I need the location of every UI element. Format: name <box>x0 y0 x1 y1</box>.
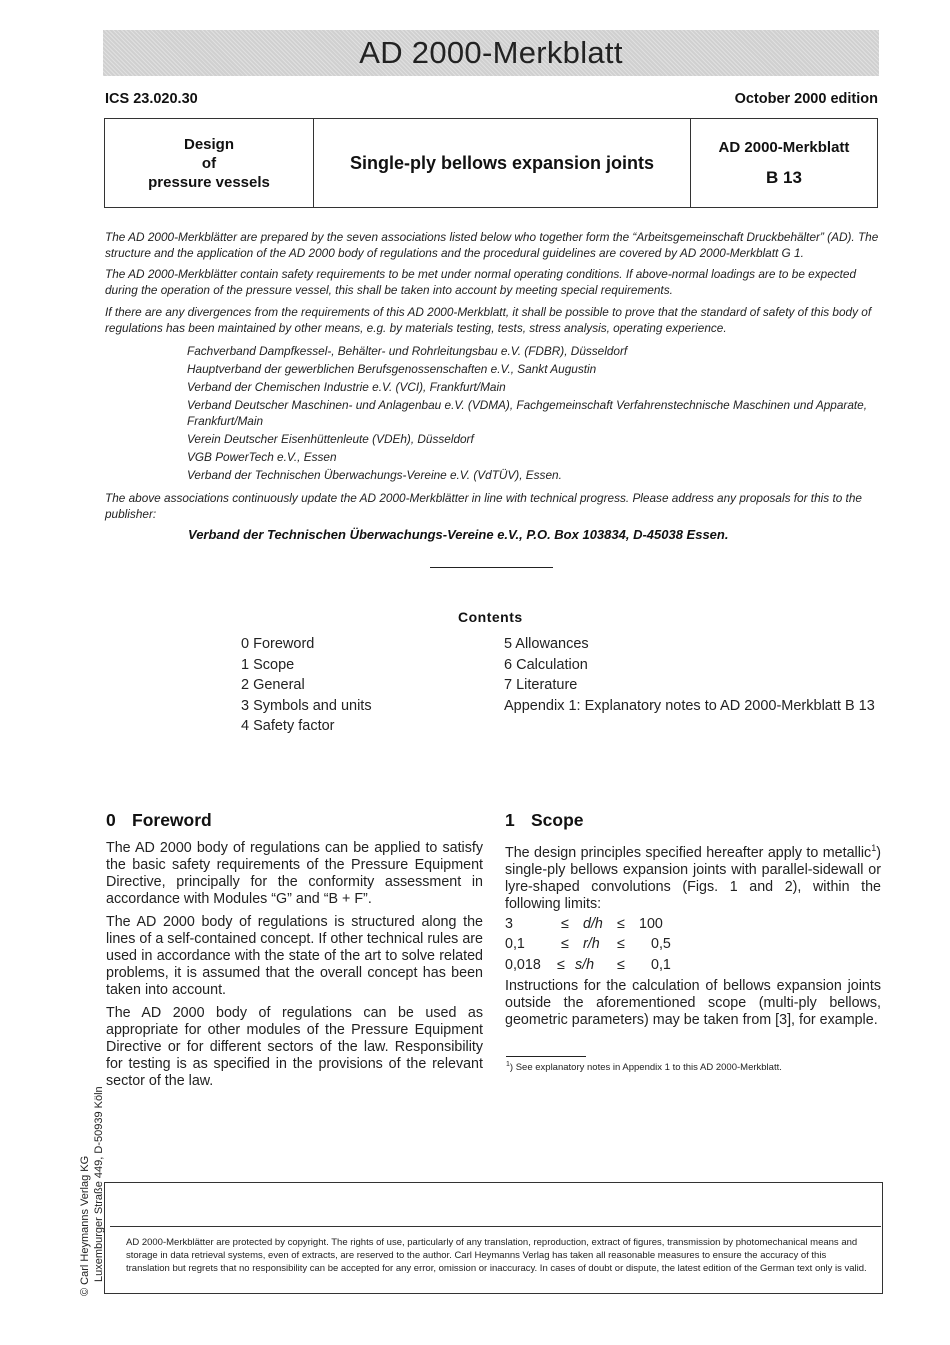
section-heading-scope <box>505 810 584 831</box>
association-item: Verband Deutscher Maschinen- und Anlagenbau e.V. (VDMA), Fachgemeinschaft Verfahrenstechnische Maschinen und Apparate, Frankfurt/Main <box>187 398 868 428</box>
limit-low: 0,018 <box>505 956 541 973</box>
scope-limits <box>505 914 671 975</box>
header-box <box>104 118 878 208</box>
document-code: B 13 <box>766 167 802 187</box>
category-line: pressure vessels <box>148 173 270 191</box>
section-number: 0 <box>106 810 116 830</box>
toc-item[interactable]: 3 Symbols and units <box>241 697 372 714</box>
leq-symbol: ≤ <box>617 936 625 953</box>
section-heading-foreword <box>106 810 212 831</box>
toc-item[interactable]: Appendix 1: Explanatory notes to AD 2000-Merkblatt B 13 <box>504 697 875 714</box>
footnote-mark: 1 <box>506 1061 510 1068</box>
association-item: Verband der Chemischen Industrie e.V. (VCI), Frankfurt/Main <box>187 380 506 394</box>
sidebar-line: Luxemburger Straße 449, D-50939 Köln <box>93 1086 105 1282</box>
scope-body <box>505 840 881 919</box>
divider <box>430 567 553 568</box>
toc-item[interactable]: 5 Allowances <box>504 636 589 652</box>
limit-high: 0,1 <box>651 956 671 973</box>
limit-variable: r/h <box>583 936 600 953</box>
toc-item[interactable]: 6 Calculation <box>504 656 588 673</box>
foreword-body <box>106 840 483 1096</box>
edition-date: October 2000 edition <box>734 91 878 107</box>
leq-symbol: ≤ <box>561 936 569 953</box>
limit-variable: s/h <box>575 956 595 973</box>
intro-paragraph: The AD 2000-Merkblätter are prepared by the seven associations listed below who together form the “Arbeitsgemeinschaft Druckbehälter” (AD). The structure and the application of the AD 2000 body of regulations and the procedural guidelines are covered by AD 2000-Merkblatt G 1. <box>105 230 879 260</box>
toc-item[interactable]: 4 Safety factor <box>241 718 335 734</box>
ics-code: ICS 23.020.30 <box>105 91 198 107</box>
association-item: VGB PowerTech e.V., Essen <box>187 450 337 464</box>
intro-paragraph: The above associations continuously update the AD 2000-Merkblätter in line with technical progress. Please address any proposals for this to the publisher: <box>105 491 862 521</box>
association-item: Hauptverband der gewerblichen Berufsgenossenschaften e.V., Sankt Augustin <box>187 362 597 376</box>
leq-symbol: ≤ <box>617 916 625 932</box>
limit-high: 100 <box>639 916 663 932</box>
contents-list-left <box>241 634 372 737</box>
document-title-cell <box>314 119 691 207</box>
foreword-paragraph: The AD 2000 body of regulations can be applied to satisfy the basic safety requirements of the Pressure Equipment Directive, principally for the conformity assessment in accordance with Modules “G” and “B + F”. <box>106 840 483 907</box>
contents-list-right <box>504 634 875 716</box>
association-item: Fachverband Dampfkessel-, Behälter- und Rohrleitungsbau e.V. (FDBR), Düsseldorf <box>187 344 628 358</box>
copyright-notice: AD 2000-Merkblätter are protected by copyright. The rights of use, particularly of any translation, reproduction, extract of figures, transmission by photomechanical means and storage in data retrieval systems, even of extracts, are reserved to the author. Carl Heymanns Verlag has taken all reasonable measures to ensure the accuracy of this translation but regrets that no responsibility can be accepted for any error, omission or inaccuracy. In cases of doubt or dispute, the latest edition of the German text only is valid. <box>126 1237 867 1275</box>
intro-paragraph: If there are any divergences from the requirements of this AD 2000-Merkblatt, it shall be possible to prove that the standard of safety of this body of regulations has been maintained by other means, e.g. by materials testing, tests, stress analysis, operating experience. <box>105 305 872 335</box>
foreword-paragraph: The AD 2000 body of regulations is structured along the lines of a self-contained concept. If other technical rules are used in accordance with the state of the art to solve related problems, it is assumed that the overall concept has been taken into account. <box>106 914 483 998</box>
publisher-sidebar <box>78 1086 106 1296</box>
limit-row <box>505 955 671 975</box>
toc-item[interactable]: 0 Foreword <box>241 636 315 652</box>
footnote-text: ) See explanatory notes in Appendix 1 to this AD 2000-Merkblatt. <box>509 1062 782 1074</box>
leq-symbol: ≤ <box>561 916 569 932</box>
toc-item[interactable]: 2 General <box>241 677 305 693</box>
limit-row <box>505 934 671 954</box>
limit-high: 0,5 <box>651 936 671 953</box>
toc-item[interactable]: 1 Scope <box>241 656 295 673</box>
leq-symbol: ≤ <box>617 956 625 973</box>
footnote-ref[interactable]: 1 <box>871 843 877 853</box>
document-title: Single-ply bellows expansion joints <box>349 152 655 173</box>
association-item: Verein Deutscher Eisenhüttenleute (VDEh), Düsseldorf <box>187 432 474 446</box>
scope-body-2 <box>505 978 881 1035</box>
leq-symbol: ≤ <box>557 956 565 973</box>
footnote <box>506 1061 782 1073</box>
limit-low: 3 <box>505 916 513 932</box>
section-number: 1 <box>505 810 515 830</box>
limit-low: 0,1 <box>505 936 525 953</box>
association-list <box>187 343 877 483</box>
publisher-address: Verband der Technischen Überwachungs-Vereine e.V., P.O. Box 103834, D-45038 Essen. <box>188 527 729 542</box>
document-code-cell <box>691 119 877 207</box>
association-item: Verband der Technischen Überwachungs-Vereine e.V. (VdTÜV), Essen. <box>187 468 562 482</box>
document-banner <box>103 30 879 76</box>
banner-title: AD 2000-Merkblatt <box>359 35 623 70</box>
foreword-paragraph: The AD 2000 body of regulations can be used as appropriate for other modules of the Pressure Equipment Directive or for different sectors of the law. Responsibility for testing is as specified in the provisions of the relevant sector of the law. <box>106 1005 483 1089</box>
section-title: Foreword <box>132 810 212 830</box>
scope-paragraph: Instructions for the calculation of bellows expansion joints outside the aforementioned scope (multi-ply bellows, geometric parameters) may be taken from [3], for example. <box>505 978 881 1028</box>
document-series: AD 2000-Merkblatt <box>718 138 850 156</box>
limit-row <box>505 914 671 934</box>
intro-paragraph: The AD 2000-Merkblätter contain safety requirements to be met under normal operating conditions. If above-normal loadings are to be expected during the operation of the pressure vessel, this shall be taken into account by meeting special requirements. <box>105 267 857 297</box>
scope-text: The design principles specified hereafter apply to metallic <box>505 844 872 861</box>
limit-variable: d/h <box>583 916 603 932</box>
scope-text: ) single-ply bellows expansion joints with parallel-sidewall or lyre-shaped convolutions (Figs. 1 and 2), within the following limits: <box>505 844 881 912</box>
footnote-divider <box>506 1056 586 1057</box>
copyright-divider <box>110 1226 881 1227</box>
category-line: Design <box>183 135 234 153</box>
sidebar-line: © Carl Heymanns Verlag KG <box>79 1155 91 1296</box>
toc-item[interactable]: 7 Literature <box>504 677 578 693</box>
category-line: of <box>201 154 217 172</box>
section-title: Scope <box>531 810 584 830</box>
contents-title: Contents <box>458 609 523 625</box>
category-cell <box>105 119 314 207</box>
